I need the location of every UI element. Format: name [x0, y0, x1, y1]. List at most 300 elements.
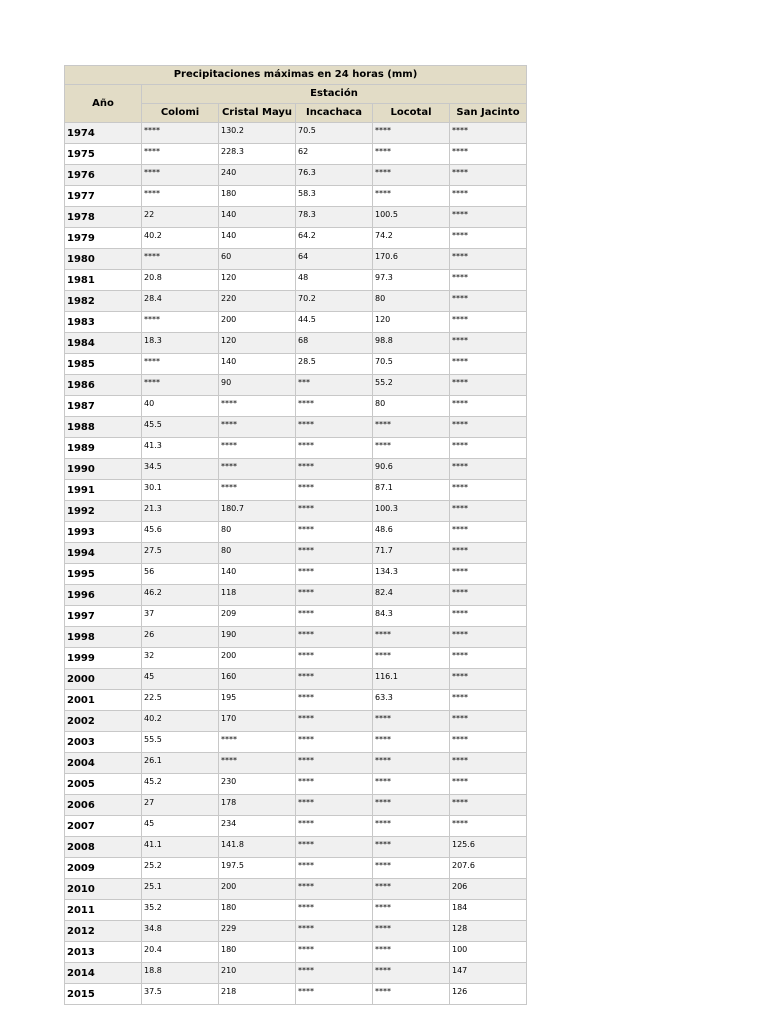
- value-cell: ****: [219, 732, 295, 752]
- value-cell: ****: [296, 900, 372, 920]
- table-row: [65, 648, 526, 668]
- value-cell: ****: [296, 543, 372, 563]
- table-row: [65, 921, 526, 941]
- value-cell: ****: [296, 438, 372, 458]
- value-cell: 140: [219, 207, 295, 227]
- value-cell: 40.2: [142, 228, 218, 248]
- value-cell: ****: [450, 585, 526, 605]
- value-cell: ****: [296, 732, 372, 752]
- value-cell: ****: [373, 144, 449, 164]
- year-cell: 1998: [65, 627, 141, 647]
- station-header-locotal: Locotal: [373, 104, 449, 122]
- table-row: [65, 396, 526, 416]
- value-cell: ****: [373, 942, 449, 962]
- value-cell: 125.6: [450, 837, 526, 857]
- year-cell: 2011: [65, 900, 141, 920]
- year-cell: 2008: [65, 837, 141, 857]
- value-cell: ****: [373, 774, 449, 794]
- table-row: [65, 690, 526, 710]
- table-row: [65, 900, 526, 920]
- year-cell: 1989: [65, 438, 141, 458]
- value-cell: 37.5: [142, 984, 218, 1004]
- value-cell: ****: [450, 144, 526, 164]
- value-cell: ****: [296, 501, 372, 521]
- value-cell: ****: [373, 186, 449, 206]
- station-header-colomi: Colomi: [142, 104, 218, 122]
- year-cell: 2002: [65, 711, 141, 731]
- value-cell: 32: [142, 648, 218, 668]
- value-cell: ****: [450, 564, 526, 584]
- year-cell: 1979: [65, 228, 141, 248]
- value-cell: 180: [219, 900, 295, 920]
- value-cell: ****: [450, 396, 526, 416]
- value-cell: 207.6: [450, 858, 526, 878]
- table-row: [65, 732, 526, 752]
- table-row: [65, 459, 526, 479]
- value-cell: 40: [142, 396, 218, 416]
- value-cell: ****: [296, 816, 372, 836]
- value-cell: ****: [142, 312, 218, 332]
- value-cell: 41.1: [142, 837, 218, 857]
- value-cell: 26.1: [142, 753, 218, 773]
- value-cell: 37: [142, 606, 218, 626]
- value-cell: ****: [219, 438, 295, 458]
- value-cell: 60: [219, 249, 295, 269]
- value-cell: 28.4: [142, 291, 218, 311]
- value-cell: 27.5: [142, 543, 218, 563]
- value-cell: ****: [450, 480, 526, 500]
- value-cell: ****: [142, 144, 218, 164]
- value-cell: ****: [142, 354, 218, 374]
- year-cell: 2013: [65, 942, 141, 962]
- value-cell: 98.8: [373, 333, 449, 353]
- value-cell: 160: [219, 669, 295, 689]
- value-cell: ****: [296, 858, 372, 878]
- value-cell: ****: [450, 648, 526, 668]
- year-cell: 2010: [65, 879, 141, 899]
- value-cell: ****: [296, 711, 372, 731]
- table-title: Precipitaciones máximas en 24 horas (mm): [65, 66, 526, 84]
- table-row: [65, 816, 526, 836]
- value-cell: 140: [219, 354, 295, 374]
- value-cell: ****: [450, 354, 526, 374]
- value-cell: ****: [296, 606, 372, 626]
- value-cell: ****: [296, 963, 372, 983]
- table-row: [65, 333, 526, 353]
- value-cell: ****: [450, 774, 526, 794]
- value-cell: 34.5: [142, 459, 218, 479]
- value-cell: ****: [373, 858, 449, 878]
- value-cell: 45.2: [142, 774, 218, 794]
- value-cell: 170.6: [373, 249, 449, 269]
- value-cell: ****: [296, 459, 372, 479]
- value-cell: 230: [219, 774, 295, 794]
- year-cell: 2005: [65, 774, 141, 794]
- year-cell: 2012: [65, 921, 141, 941]
- value-cell: 84.3: [373, 606, 449, 626]
- table-row: [65, 375, 526, 395]
- value-cell: ****: [296, 837, 372, 857]
- value-cell: ****: [296, 795, 372, 815]
- value-cell: 22: [142, 207, 218, 227]
- value-cell: ****: [373, 837, 449, 857]
- value-cell: 21.3: [142, 501, 218, 521]
- value-cell: 71.7: [373, 543, 449, 563]
- value-cell: ****: [450, 438, 526, 458]
- value-cell: 46.2: [142, 585, 218, 605]
- station-header-cristal-mayu: Cristal Mayu: [219, 104, 295, 122]
- value-cell: 56: [142, 564, 218, 584]
- value-cell: ****: [450, 669, 526, 689]
- value-cell: 27: [142, 795, 218, 815]
- table-row: [65, 543, 526, 563]
- value-cell: ****: [373, 438, 449, 458]
- value-cell: 22.5: [142, 690, 218, 710]
- value-cell: 26: [142, 627, 218, 647]
- value-cell: 140: [219, 564, 295, 584]
- value-cell: ****: [219, 480, 295, 500]
- station-header-incachaca: Incachaca: [296, 104, 372, 122]
- value-cell: 90: [219, 375, 295, 395]
- value-cell: ****: [142, 249, 218, 269]
- table-row: [65, 564, 526, 584]
- value-cell: ****: [450, 543, 526, 563]
- value-cell: 64: [296, 249, 372, 269]
- value-cell: ****: [450, 291, 526, 311]
- table-row: [65, 669, 526, 689]
- value-cell: 100.5: [373, 207, 449, 227]
- year-column-header: Año: [65, 85, 141, 122]
- table-row: [65, 207, 526, 227]
- table-row: [65, 123, 526, 143]
- year-cell: 1991: [65, 480, 141, 500]
- value-cell: ****: [450, 459, 526, 479]
- value-cell: 126: [450, 984, 526, 1004]
- value-cell: ****: [373, 963, 449, 983]
- value-cell: 200: [219, 648, 295, 668]
- value-cell: 25.2: [142, 858, 218, 878]
- table-row: [65, 711, 526, 731]
- table-row: [65, 501, 526, 521]
- value-cell: 130.2: [219, 123, 295, 143]
- value-cell: 80: [219, 543, 295, 563]
- value-cell: 184: [450, 900, 526, 920]
- value-cell: ****: [296, 480, 372, 500]
- value-cell: ****: [373, 795, 449, 815]
- value-cell: ****: [296, 396, 372, 416]
- year-cell: 1974: [65, 123, 141, 143]
- year-cell: 1983: [65, 312, 141, 332]
- value-cell: 100.3: [373, 501, 449, 521]
- station-header-san-jacinto: San Jacinto: [450, 104, 526, 122]
- value-cell: 97.3: [373, 270, 449, 290]
- value-cell: ****: [450, 417, 526, 437]
- value-cell: 120: [219, 270, 295, 290]
- table-row: [65, 774, 526, 794]
- value-cell: 195: [219, 690, 295, 710]
- value-cell: 20.8: [142, 270, 218, 290]
- value-cell: 62: [296, 144, 372, 164]
- value-cell: 45: [142, 669, 218, 689]
- value-cell: ****: [373, 753, 449, 773]
- value-cell: 68: [296, 333, 372, 353]
- year-cell: 2001: [65, 690, 141, 710]
- value-cell: ****: [219, 396, 295, 416]
- value-cell: ****: [296, 942, 372, 962]
- year-cell: 1978: [65, 207, 141, 227]
- value-cell: 80: [373, 396, 449, 416]
- value-cell: 28.5: [296, 354, 372, 374]
- value-cell: 140: [219, 228, 295, 248]
- table-row: [65, 312, 526, 332]
- value-cell: 120: [219, 333, 295, 353]
- table-row: [65, 438, 526, 458]
- value-cell: 180: [219, 186, 295, 206]
- value-cell: ****: [450, 753, 526, 773]
- value-cell: 45.6: [142, 522, 218, 542]
- value-cell: 100: [450, 942, 526, 962]
- value-cell: 48.6: [373, 522, 449, 542]
- value-cell: ****: [450, 627, 526, 647]
- value-cell: ****: [450, 228, 526, 248]
- year-cell: 2000: [65, 669, 141, 689]
- table-row: [65, 291, 526, 311]
- table-row: [65, 879, 526, 899]
- value-cell: 228.3: [219, 144, 295, 164]
- value-cell: 134.3: [373, 564, 449, 584]
- value-cell: ****: [450, 795, 526, 815]
- value-cell: 147: [450, 963, 526, 983]
- value-cell: ****: [373, 816, 449, 836]
- value-cell: 170: [219, 711, 295, 731]
- value-cell: ****: [296, 753, 372, 773]
- station-group-header: Estación: [142, 85, 526, 103]
- value-cell: 80: [219, 522, 295, 542]
- value-cell: 90.6: [373, 459, 449, 479]
- year-cell: 2015: [65, 984, 141, 1004]
- value-cell: ****: [450, 186, 526, 206]
- value-cell: ****: [373, 648, 449, 668]
- value-cell: ****: [296, 417, 372, 437]
- year-cell: 1985: [65, 354, 141, 374]
- table-row: [65, 858, 526, 878]
- value-cell: 87.1: [373, 480, 449, 500]
- value-cell: ****: [450, 333, 526, 353]
- value-cell: 45.5: [142, 417, 218, 437]
- value-cell: ****: [450, 732, 526, 752]
- table-row: [65, 627, 526, 647]
- value-cell: ****: [450, 501, 526, 521]
- value-cell: ****: [142, 186, 218, 206]
- table-row: [65, 942, 526, 962]
- value-cell: ****: [373, 123, 449, 143]
- year-cell: 1988: [65, 417, 141, 437]
- value-cell: 180: [219, 942, 295, 962]
- year-cell: 1984: [65, 333, 141, 353]
- value-cell: 30.1: [142, 480, 218, 500]
- value-cell: ****: [450, 270, 526, 290]
- value-cell: 55.5: [142, 732, 218, 752]
- value-cell: ****: [450, 690, 526, 710]
- table-row: [65, 249, 526, 269]
- value-cell: ****: [450, 249, 526, 269]
- value-cell: ***: [296, 375, 372, 395]
- value-cell: ****: [373, 165, 449, 185]
- table-row: [65, 606, 526, 626]
- year-cell: 1993: [65, 522, 141, 542]
- value-cell: 80: [373, 291, 449, 311]
- value-cell: 229: [219, 921, 295, 941]
- value-cell: 128: [450, 921, 526, 941]
- value-cell: 180.7: [219, 501, 295, 521]
- value-cell: ****: [450, 606, 526, 626]
- value-cell: ****: [296, 627, 372, 647]
- year-cell: 1975: [65, 144, 141, 164]
- value-cell: ****: [450, 375, 526, 395]
- value-cell: ****: [450, 711, 526, 731]
- table-row: [65, 417, 526, 437]
- value-cell: 18.8: [142, 963, 218, 983]
- value-cell: 70.2: [296, 291, 372, 311]
- value-cell: 116.1: [373, 669, 449, 689]
- table-row: [65, 165, 526, 185]
- table-body: [65, 123, 526, 1004]
- year-cell: 1999: [65, 648, 141, 668]
- value-cell: 206: [450, 879, 526, 899]
- table-row: [65, 984, 526, 1004]
- value-cell: ****: [450, 123, 526, 143]
- table-row: [65, 354, 526, 374]
- year-cell: 1987: [65, 396, 141, 416]
- value-cell: ****: [296, 774, 372, 794]
- year-cell: 1994: [65, 543, 141, 563]
- year-cell: 1981: [65, 270, 141, 290]
- value-cell: ****: [373, 732, 449, 752]
- value-cell: 64.2: [296, 228, 372, 248]
- value-cell: 70.5: [296, 123, 372, 143]
- value-cell: ****: [296, 921, 372, 941]
- value-cell: 200: [219, 879, 295, 899]
- value-cell: ****: [373, 627, 449, 647]
- value-cell: 240: [219, 165, 295, 185]
- value-cell: ****: [142, 165, 218, 185]
- value-cell: 178: [219, 795, 295, 815]
- value-cell: 209: [219, 606, 295, 626]
- value-cell: 76.3: [296, 165, 372, 185]
- value-cell: 78.3: [296, 207, 372, 227]
- value-cell: 82.4: [373, 585, 449, 605]
- value-cell: ****: [219, 459, 295, 479]
- value-cell: 25.1: [142, 879, 218, 899]
- precipitation-table: [64, 65, 527, 1005]
- table-row: [65, 522, 526, 542]
- precipitation-table-container: [64, 65, 524, 1005]
- value-cell: 210: [219, 963, 295, 983]
- table-row: [65, 144, 526, 164]
- year-cell: 2007: [65, 816, 141, 836]
- value-cell: ****: [296, 690, 372, 710]
- value-cell: ****: [373, 417, 449, 437]
- value-cell: ****: [219, 753, 295, 773]
- value-cell: ****: [373, 984, 449, 1004]
- value-cell: ****: [296, 984, 372, 1004]
- value-cell: ****: [450, 165, 526, 185]
- value-cell: ****: [296, 669, 372, 689]
- value-cell: 120: [373, 312, 449, 332]
- year-cell: 2014: [65, 963, 141, 983]
- value-cell: 44.5: [296, 312, 372, 332]
- value-cell: 190: [219, 627, 295, 647]
- year-cell: 1980: [65, 249, 141, 269]
- table-row: [65, 585, 526, 605]
- year-cell: 2003: [65, 732, 141, 752]
- table-row: [65, 753, 526, 773]
- value-cell: ****: [296, 522, 372, 542]
- value-cell: ****: [219, 417, 295, 437]
- value-cell: 45: [142, 816, 218, 836]
- value-cell: ****: [296, 585, 372, 605]
- table-row: [65, 480, 526, 500]
- value-cell: ****: [450, 816, 526, 836]
- value-cell: 41.3: [142, 438, 218, 458]
- year-cell: 1990: [65, 459, 141, 479]
- value-cell: ****: [296, 879, 372, 899]
- value-cell: ****: [373, 711, 449, 731]
- value-cell: ****: [142, 375, 218, 395]
- value-cell: 200: [219, 312, 295, 332]
- table-row: [65, 270, 526, 290]
- year-cell: 2006: [65, 795, 141, 815]
- value-cell: 218: [219, 984, 295, 1004]
- year-cell: 1996: [65, 585, 141, 605]
- value-cell: ****: [296, 564, 372, 584]
- table-row: [65, 228, 526, 248]
- year-cell: 1976: [65, 165, 141, 185]
- value-cell: ****: [450, 522, 526, 542]
- value-cell: 70.5: [373, 354, 449, 374]
- value-cell: ****: [142, 123, 218, 143]
- table-row: [65, 795, 526, 815]
- value-cell: ****: [450, 312, 526, 332]
- year-cell: 1982: [65, 291, 141, 311]
- table-row: [65, 186, 526, 206]
- value-cell: 35.2: [142, 900, 218, 920]
- year-cell: 2009: [65, 858, 141, 878]
- table-row: [65, 963, 526, 983]
- year-cell: 1997: [65, 606, 141, 626]
- value-cell: ****: [450, 207, 526, 227]
- value-cell: 34.8: [142, 921, 218, 941]
- value-cell: 197.5: [219, 858, 295, 878]
- year-cell: 2004: [65, 753, 141, 773]
- value-cell: 48: [296, 270, 372, 290]
- value-cell: 55.2: [373, 375, 449, 395]
- year-cell: 1995: [65, 564, 141, 584]
- value-cell: ****: [373, 900, 449, 920]
- value-cell: 40.2: [142, 711, 218, 731]
- value-cell: 141.8: [219, 837, 295, 857]
- table-row: [65, 837, 526, 857]
- value-cell: 63.3: [373, 690, 449, 710]
- value-cell: 58.3: [296, 186, 372, 206]
- value-cell: ****: [373, 921, 449, 941]
- value-cell: ****: [373, 879, 449, 899]
- value-cell: 220: [219, 291, 295, 311]
- year-cell: 1977: [65, 186, 141, 206]
- value-cell: ****: [296, 648, 372, 668]
- year-cell: 1992: [65, 501, 141, 521]
- value-cell: 20.4: [142, 942, 218, 962]
